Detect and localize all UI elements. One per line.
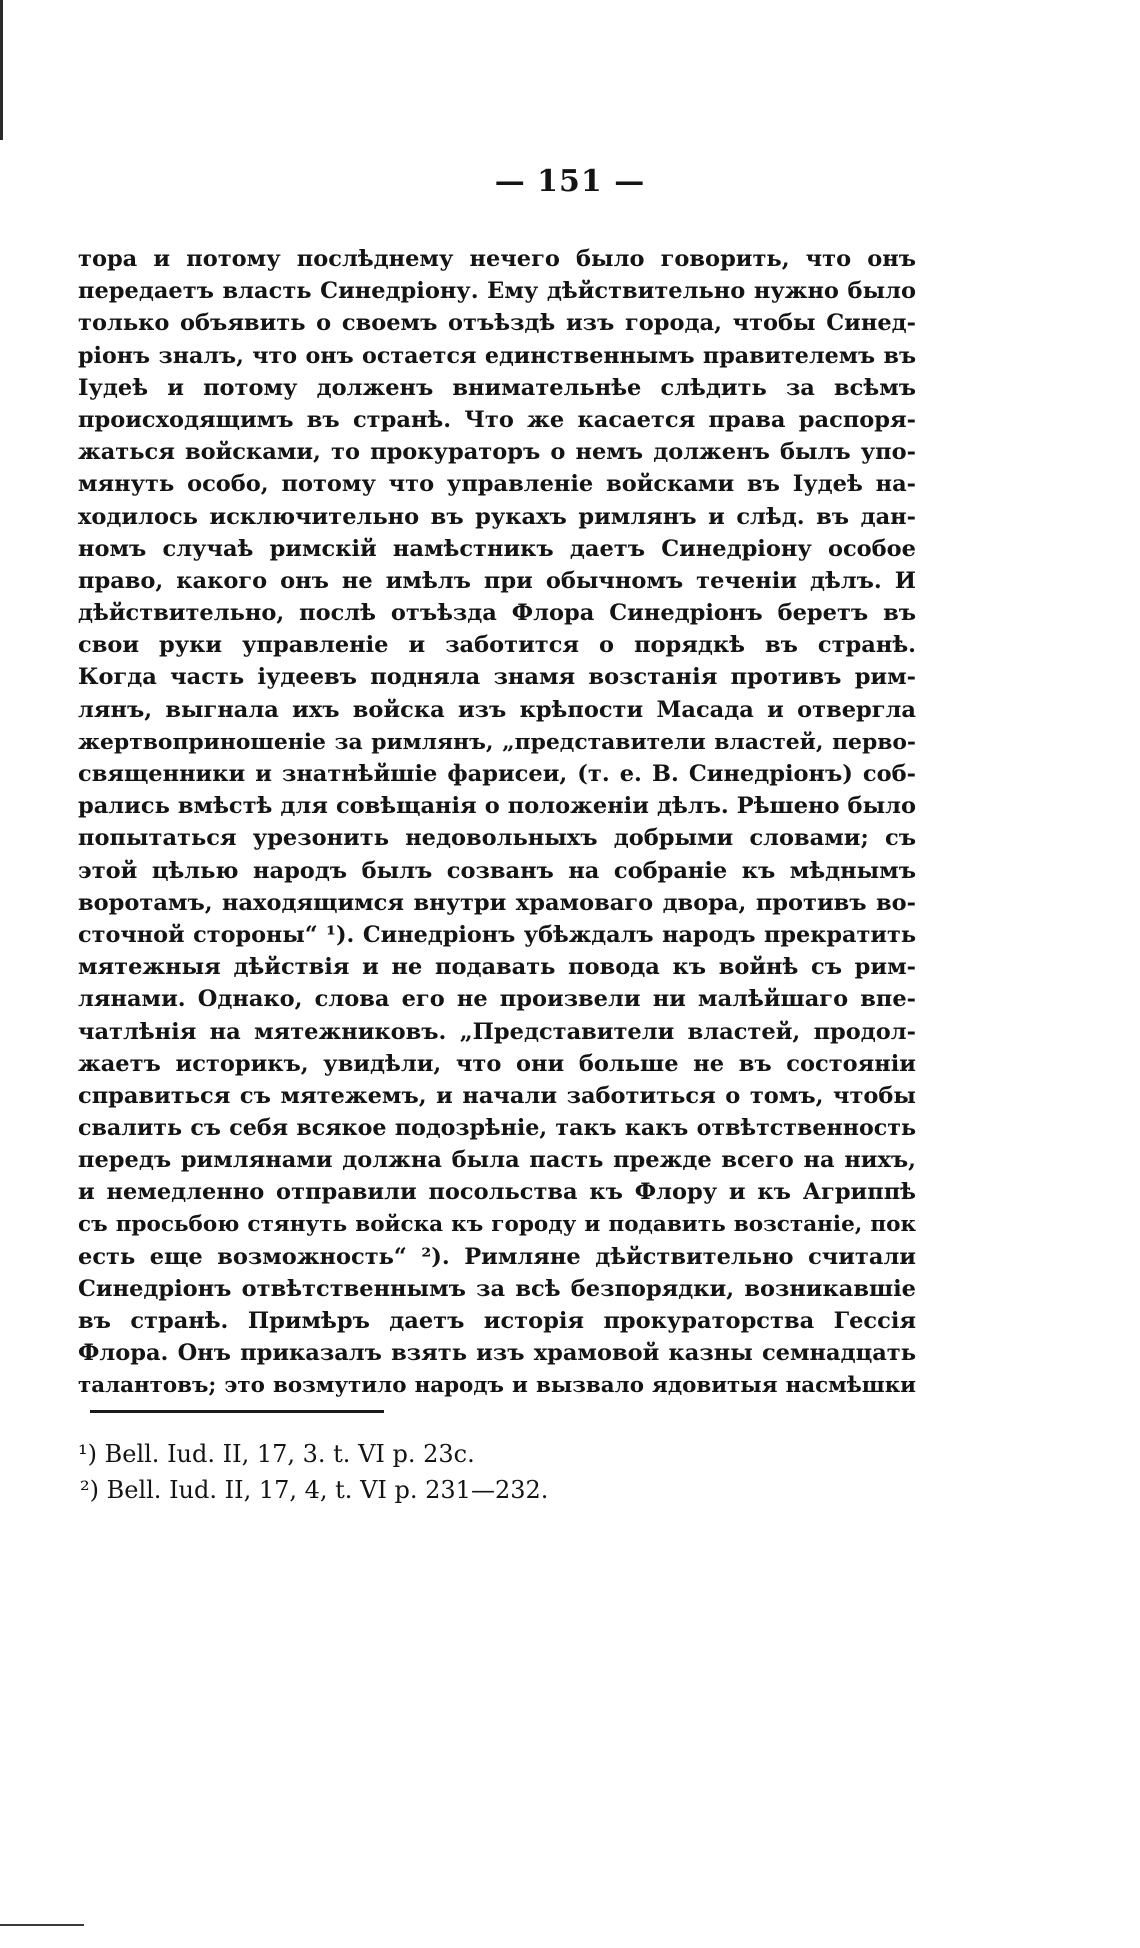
footnote-separator bbox=[90, 1410, 384, 1413]
text-line: тора и потому послѣднему нечего было говорить, что онъ bbox=[78, 246, 916, 272]
text-line: и немедленно отправили посольства къ Флору и къ Агриппѣ bbox=[78, 1179, 916, 1206]
text-line: Когда часть іудеевъ подняла знамя возстанія противъ рим- bbox=[78, 664, 916, 691]
text-line: мятежныя дѣйствія и не подавать повода къ войнѣ съ рим- bbox=[78, 954, 916, 981]
text-line: мянуть особо, потому что управленіе войсками въ Іудеѣ на- bbox=[78, 471, 916, 498]
page-edge-line bbox=[0, 0, 3, 140]
text-line: попытаться урезонить недовольныхъ добрыми словами; съ bbox=[78, 825, 916, 852]
text-line: чатлѣнія на мятежниковъ. „Представители властей, продол- bbox=[78, 1018, 916, 1045]
text-line: происходящимъ въ странѣ. Что же касается права распоря- bbox=[78, 406, 916, 433]
footnote-1: ¹) Bell. Iud. II, 17, 3. t. VI p. 23c. bbox=[78, 1440, 475, 1468]
text-line: только объявить о своемъ отъѣздѣ изъ города, чтобы Синед- bbox=[78, 310, 916, 337]
text-line: жаться войсками, то прокураторъ о немъ долженъ былъ упо- bbox=[78, 439, 916, 466]
text-line: передаетъ власть Синедріону. Ему дѣйствительно нужно было bbox=[78, 278, 916, 305]
text-line: лянами. Однако, слова его не произвели ни малѣйшаго впе- bbox=[78, 986, 916, 1013]
text-line: въ странѣ. Примѣръ даетъ исторія прокураторства Гессія bbox=[78, 1308, 916, 1335]
text-line: жертвоприношеніе за римлянъ, „представители властей, перво- bbox=[78, 728, 916, 755]
text-line: Флора. Онъ приказалъ взять изъ храмовой казны семнадцать bbox=[78, 1340, 916, 1367]
text-line: ходилось исключительно въ рукахъ римлянъ и слѣд. въ дан- bbox=[78, 503, 916, 530]
text-line: передъ римлянами должна была пасть прежде всего на нихъ, bbox=[78, 1147, 916, 1174]
text-line: этой цѣлью народъ былъ созванъ на собраніе къ мѣднымъ bbox=[78, 857, 916, 884]
text-line: ріонъ зналъ, что онъ остается единственнымъ правителемъ въ bbox=[78, 342, 916, 369]
text-line: номъ случаѣ римскій намѣстникъ даетъ Синедріону особое bbox=[78, 535, 916, 562]
page-number: — 151 — bbox=[494, 164, 646, 199]
text-line: есть еще возможность“ ²). Римляне дѣйствительно считали bbox=[78, 1243, 916, 1270]
text-line: лянъ, выгнала ихъ войска изъ крѣпости Масада и отвергла bbox=[78, 696, 916, 723]
text-line: рались вмѣстѣ для совѣщанія о положеніи дѣлъ. Рѣшено было bbox=[78, 793, 916, 820]
page-corner-mark bbox=[0, 1924, 84, 1926]
text-line: священники и знатнѣйшіе фарисеи, (т. е. В. Синедріонъ) соб- bbox=[78, 761, 916, 787]
text-line: съ просьбою стянуть войска къ городу и подавить возстаніе, пок bbox=[78, 1211, 916, 1237]
text-line: Іудеѣ и потому долженъ внимательнѣе слѣдить за всѣмъ bbox=[78, 374, 916, 401]
footnote-2: ²) Bell. Iud. II, 17, 4, t. VI p. 231—232. bbox=[80, 1476, 549, 1504]
text-line: свои руки управленіе и заботится о порядкѣ въ странѣ. bbox=[78, 632, 916, 659]
text-line: сточной стороны“ ¹). Синедріонъ убѣждалъ народъ прекратить bbox=[78, 921, 916, 948]
main-text bbox=[78, 243, 916, 1402]
footnotes bbox=[78, 1436, 916, 1508]
text-line: жаетъ историкъ, увидѣли, что они больше не въ состояніи bbox=[78, 1050, 916, 1077]
text-line: свалить съ себя всякое подозрѣніе, такъ какъ отвѣтственность bbox=[78, 1115, 916, 1142]
text-line: воротамъ, находящимся внутри храмоваго двора, противъ во- bbox=[78, 889, 916, 916]
text-line: право, какого онъ не имѣлъ при обычномъ теченіи дѣлъ. И bbox=[78, 567, 916, 594]
text-line: талантовъ; это возмутило народъ и вызвало ядовитыя насмѣшки bbox=[78, 1372, 916, 1398]
text-line: справиться съ мятежемъ, и начали заботиться о томъ, чтобы bbox=[78, 1082, 916, 1109]
text-line: Синедріонъ отвѣтственнымъ за всѣ безпорядки, возникавшіе bbox=[78, 1276, 916, 1302]
text-line: дѣйствительно, послѣ отъѣзда Флора Синедріонъ беретъ въ bbox=[78, 600, 916, 627]
